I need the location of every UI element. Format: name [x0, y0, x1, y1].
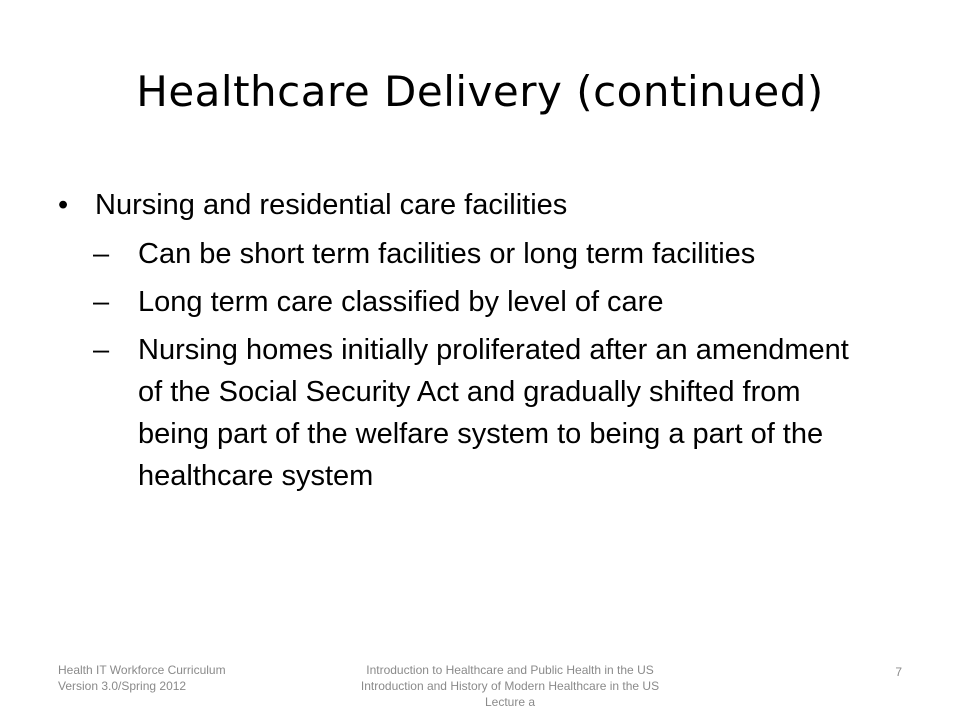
sub-bullet-text: Nursing homes initially proliferated after an amendment of the Social Security Act and gradually shifted from being part of the welfare system to being a part of the healthcare system	[138, 334, 849, 492]
sub-bullet-text: Can be short term facilities or long term facilities	[138, 238, 756, 270]
sub-bullet-item	[58, 233, 878, 275]
footer-course-title: Introduction to Healthcare and Public Health in the US	[366, 663, 654, 677]
bullet-text: Nursing and residential care facilities	[95, 189, 568, 221]
slide-title: Healthcare Delivery (continued)	[136, 67, 824, 116]
sub-bullet-item	[58, 281, 878, 323]
page-number: 7	[895, 665, 902, 679]
sub-bullet-text: Long term care classified by level of care	[138, 286, 664, 318]
footer-unit-title: Introduction and History of Modern Healthcare in the US	[360, 679, 660, 693]
sub-bullet-marker: –	[93, 286, 110, 318]
footer-lecture: Lecture a	[484, 695, 536, 709]
sub-bullet-marker: –	[93, 238, 110, 270]
sub-bullet-marker: –	[93, 334, 110, 366]
bullet-marker: •	[58, 189, 69, 221]
footer-course-info	[300, 662, 720, 710]
footer-version: Version 3.0/Spring 2012	[58, 679, 187, 693]
bullet-list	[58, 184, 878, 497]
bullet-item	[58, 184, 878, 226]
footer-curriculum	[58, 662, 226, 694]
footer-curriculum-name: Health IT Workforce Curriculum	[58, 663, 226, 677]
sub-bullet-item	[58, 329, 878, 497]
